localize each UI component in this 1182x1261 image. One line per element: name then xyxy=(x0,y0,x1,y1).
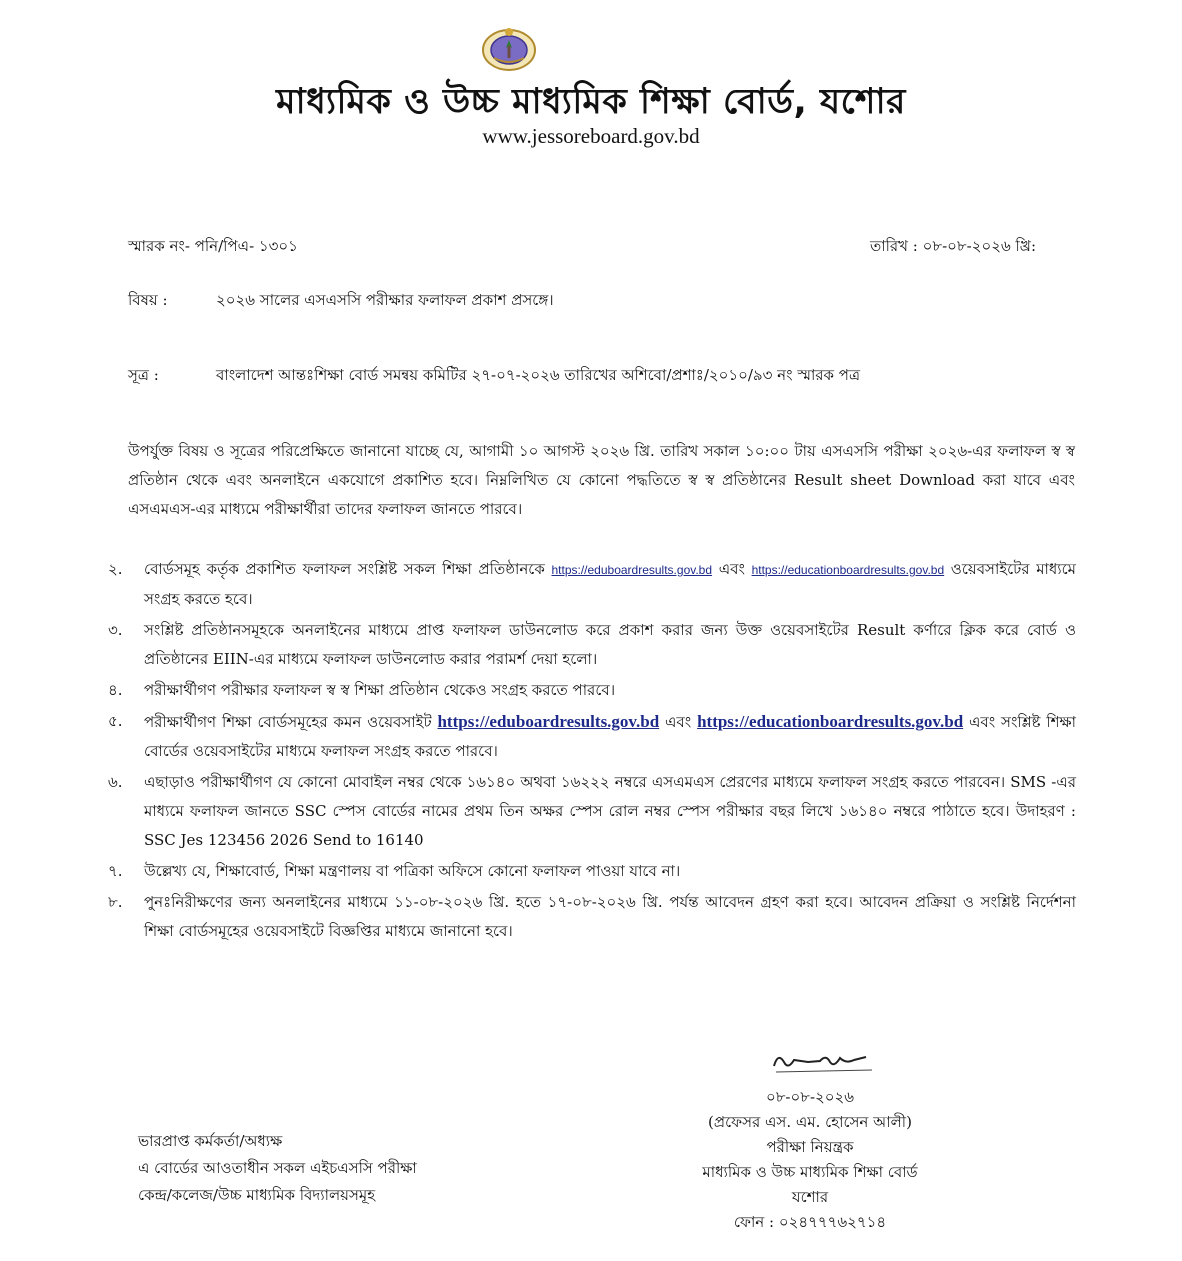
item-number: ২. xyxy=(108,560,123,578)
signatory-phone: ফোন : ০২৪৭৭৭৬২৭১৪ xyxy=(733,1213,887,1231)
item-text: এছাড়াও পরীক্ষার্থীগণ যে কোনো মোবাইল নম্বর থেকে ১৬১৪০ অথবা ১৬২২২ নম্বরে এসএমএস প্রেরণের মাধ্যমে ফলাফল সংগ্রহ করতে পারবেন। SMS -এর মাধ্যমে ফলাফল জানতে SSC স্পেস বোর্ডের নামের প্রথম তিন অক্ষর স্পেস রোল নম্বর স্পেস পরীক্ষার বছর লিখে ১৬১৪০ নম্বরে পাঠাতে হবে। উদাহরণ : SSC Jes 123456 2026 Send to 16140 xyxy=(144,773,1076,849)
recipient-line: ভারপ্রাপ্ত কর্মকর্তা/অধ্যক্ষ xyxy=(138,1132,283,1150)
instruction-list xyxy=(108,555,1076,948)
item-text: পরীক্ষার্থীগণ পরীক্ষার ফলাফল স্ব স্ব শিক্ষা প্রতিষ্ঠান থেকেও সংগ্রহ করতে পারবে। xyxy=(144,681,616,699)
board-title: মাধ্যমিক ও উচ্চ মাধ্যমিক শিক্ষা বোর্ড, যশোর xyxy=(276,82,906,122)
item-number: ৪. xyxy=(108,681,123,699)
item-text: পুনঃনিরীক্ষণের জন্য অনলাইনের মাধ্যমে ১১-০৮-২০২৬ খ্রি. হতে ১৭-০৮-২০২৬ খ্রি. পর্যন্ত আবেদন গ্রহণ করা হবে। আবেদন প্রক্রিয়া ও সংশ্লিষ্ট নির্দেশনা শিক্ষা বোর্ডসমূহের ওয়েবসাইটে বিজ্ঞপ্তির মাধ্যমে জানানো হবে। xyxy=(144,893,1076,940)
educationboardresults-link[interactable]: https://educationboardresults.gov.bd xyxy=(751,563,945,577)
memo-number: স্মারক নং- পনি/পিএ- ১৩০১ xyxy=(128,237,298,255)
list-item xyxy=(108,676,1076,705)
item-text: এবং xyxy=(718,560,745,578)
reference-text: বাংলাদেশ আন্তঃশিক্ষা বোর্ড সমন্বয় কমিটির ২৭-০৭-২০২৬ তারিখের অশিবো/প্রশাঃ/২০১০/৯৩ নং স্মারক পত্র xyxy=(216,366,861,384)
board-seal-logo xyxy=(472,24,546,72)
item-number: ৭. xyxy=(108,862,123,880)
item-text: সংশ্লিষ্ট প্রতিষ্ঠানসমূহকে অনলাইনের মাধ্যমে প্রাপ্ত ফলাফল ডাউনলোড করে প্রকাশ করার জন্য উক্ত ওয়েবসাইটের Result কর্ণারে ক্লিক করে বোর্ড ও প্রতিষ্ঠানের EIIN-এর মাধ্যমে ফলাফল ডাউনলোড করার পরামর্শ দেয়া হলো। xyxy=(144,621,1076,668)
board-website: www.jessoreboard.gov.bd xyxy=(482,124,700,148)
intro-paragraph: উপর্যুক্ত বিষয় ও সূত্রের পরিপ্রেক্ষিতে জানানো যাচ্ছে যে, আগামী ১০ আগস্ট ২০২৬ খ্রি. তারিখ সকাল ১০:০০ টায় এসএসসি পরীক্ষা ২০২৬-এর ফলাফল স্ব স্ব প্রতিষ্ঠান থেকে এবং অনলাইনে একযোগে প্রকাশিত হবে। নিম্নলিখিত যে কোনো পদ্ধতিতে স্ব স্ব প্রতিষ্ঠানের Result sheet Download করা যাবে এবং এসএমএস-এর মাধ্যমে পরীক্ষার্থীরা তাদের ফলাফল জানতে পারবে। xyxy=(128,442,1075,518)
list-item xyxy=(108,707,1076,766)
item-number: ৫. xyxy=(108,712,123,730)
signatory-office: মাধ্যমিক ও উচ্চ মাধ্যমিক শিক্ষা বোর্ড xyxy=(702,1163,918,1181)
list-item xyxy=(108,616,1076,674)
item-text: এবং সংশ্লিষ্ট শিক্ষা বোর্ডের ওয়েবসাইটের মাধ্যমে ফলাফল সংগ্রহ করতে পারবে। xyxy=(144,713,1076,760)
item-number: ৮. xyxy=(108,893,123,911)
item-number: ৩. xyxy=(108,621,123,639)
eduboardresults-link[interactable]: https://eduboardresults.gov.bd xyxy=(437,712,660,731)
memo-date: তারিখ : ০৮-০৮-২০২৬ খ্রি: xyxy=(870,237,1036,255)
list-item xyxy=(108,888,1076,946)
reference-label: সূত্র : xyxy=(128,366,159,384)
subject-label: বিষয় : xyxy=(128,291,168,309)
list-item xyxy=(108,857,1076,886)
item-text: পরীক্ষার্থীগণ শিক্ষা বোর্ডসমূহের কমন ওয়েবসাইট xyxy=(144,713,432,731)
item-text: ওয়েবসাইটের মাধ্যমে সংগ্রহ করতে হবে। xyxy=(144,560,1076,608)
item-text: এবং xyxy=(665,713,692,731)
recipient-line: এ বোর্ডের আওতাধীন সকল এইচএসসি পরীক্ষা xyxy=(138,1159,417,1177)
signatory-city: যশোর xyxy=(791,1188,829,1206)
educationboardresults-link[interactable]: https://educationboardresults.gov.bd xyxy=(697,712,964,731)
signatory-block xyxy=(690,1085,930,1235)
item-text: বোর্ডসমূহ কর্তৃক প্রকাশিত ফলাফল সংশ্লিষ্ট সকল শিক্ষা প্রতিষ্ঠানকে xyxy=(144,560,545,578)
signatory-name: (প্রফেসর এস. এম. হোসেন আলী) xyxy=(708,1113,912,1131)
handwritten-signature xyxy=(768,1048,878,1076)
eduboardresults-link[interactable]: https://eduboardresults.gov.bd xyxy=(551,563,713,577)
subject-text: ২০২৬ সালের এসএসসি পরীক্ষার ফলাফল প্রকাশ প্রসঙ্গে। xyxy=(216,291,554,309)
item-number: ৬. xyxy=(108,773,123,791)
signature-date: ০৮-০৮-২০২৬ xyxy=(765,1088,855,1106)
list-item xyxy=(108,768,1076,855)
signatory-designation: পরীক্ষা নিয়ন্ত্রক xyxy=(766,1138,854,1156)
list-item xyxy=(108,555,1076,614)
recipients-block xyxy=(138,1128,417,1209)
item-text: উল্লেখ্য যে, শিক্ষাবোর্ড, শিক্ষা মন্ত্রণালয় বা পত্রিকা অফিসে কোনো ফলাফল পাওয়া যাবে না। xyxy=(144,862,681,880)
recipient-line: কেন্দ্র/কলেজ/উচ্চ মাধ্যমিক বিদ্যালয়সমূহ xyxy=(138,1186,376,1204)
